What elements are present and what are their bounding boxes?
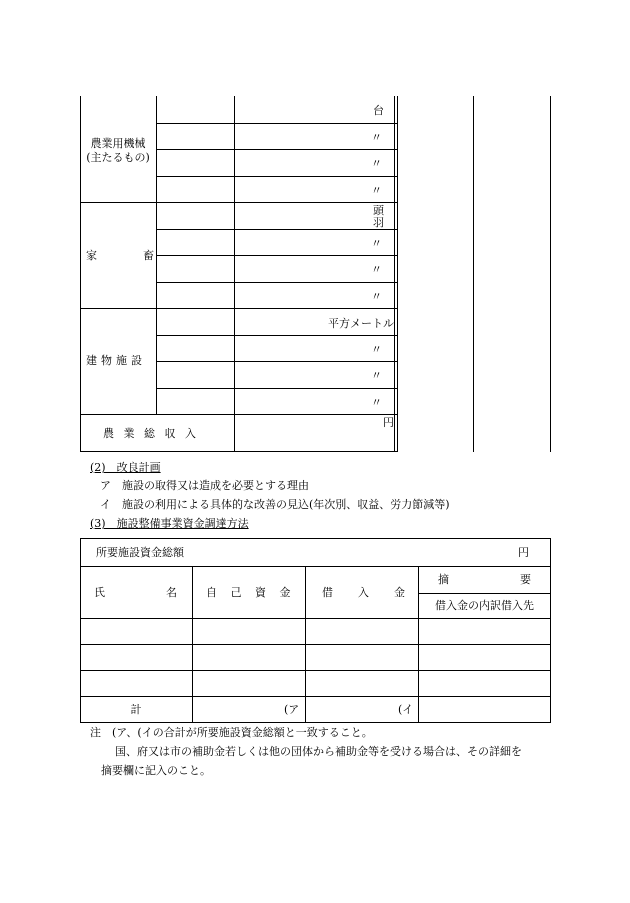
unit-income: 円: [383, 416, 394, 429]
col-summary-subheader: 借入金の内訳借入先: [435, 599, 534, 612]
section2-heading: (2) 改良計画: [90, 461, 161, 474]
unit-livestock-bird: 羽: [373, 216, 384, 229]
note-line-1: 注 (ア、(イの合計が所要施設資金総額と一致すること。: [90, 726, 373, 739]
buildings-label: 建物施設: [86, 354, 146, 367]
machinery-label: 農業用機械: [90, 137, 146, 150]
section3-heading: (3) 施設整備事業資金調達方法: [90, 517, 249, 530]
section2-item-a: ア 施設の取得又は造成を必要とする理由: [100, 479, 309, 492]
total-own-mark: (ア: [284, 703, 300, 716]
col-own-funds-header: 自 己 資 金: [206, 586, 296, 599]
unit-livestock-3: 〃: [371, 263, 382, 276]
unit-livestock-2: 〃: [371, 237, 382, 250]
section2-item-i: イ 施設の利用による具体的な改善の見込(年次別、収益、労力節減等): [100, 498, 450, 511]
note-line-2: 国、府又は市の補助金若しくは他の団体から補助金等を受ける場合は、その詳細を: [115, 745, 522, 758]
total-funds-unit: 円: [518, 546, 529, 559]
machinery-sublabel: (主たるもの): [86, 151, 150, 164]
unit-buildings-4: 〃: [371, 396, 382, 409]
unit-livestock-head: 頭: [373, 204, 384, 217]
unit-machinery-4: 〃: [371, 184, 382, 197]
income-label: 農 業 総 収 入: [103, 427, 199, 440]
unit-buildings-2: 〃: [371, 343, 382, 356]
unit-machinery-1: 台: [373, 104, 384, 117]
unit-machinery-2: 〃: [371, 131, 382, 144]
unit-machinery-3: 〃: [371, 157, 382, 170]
total-funds-label: 所要施設資金総額: [96, 546, 184, 559]
total-loan-mark: (イ: [398, 703, 414, 716]
total-row-label: 計: [130, 703, 142, 716]
unit-livestock-4: 〃: [371, 290, 382, 303]
unit-buildings-3: 〃: [371, 369, 382, 382]
note-line-3: 摘要欄に記入のこと。: [101, 764, 211, 777]
unit-buildings-1: 平方メートル: [328, 317, 394, 330]
